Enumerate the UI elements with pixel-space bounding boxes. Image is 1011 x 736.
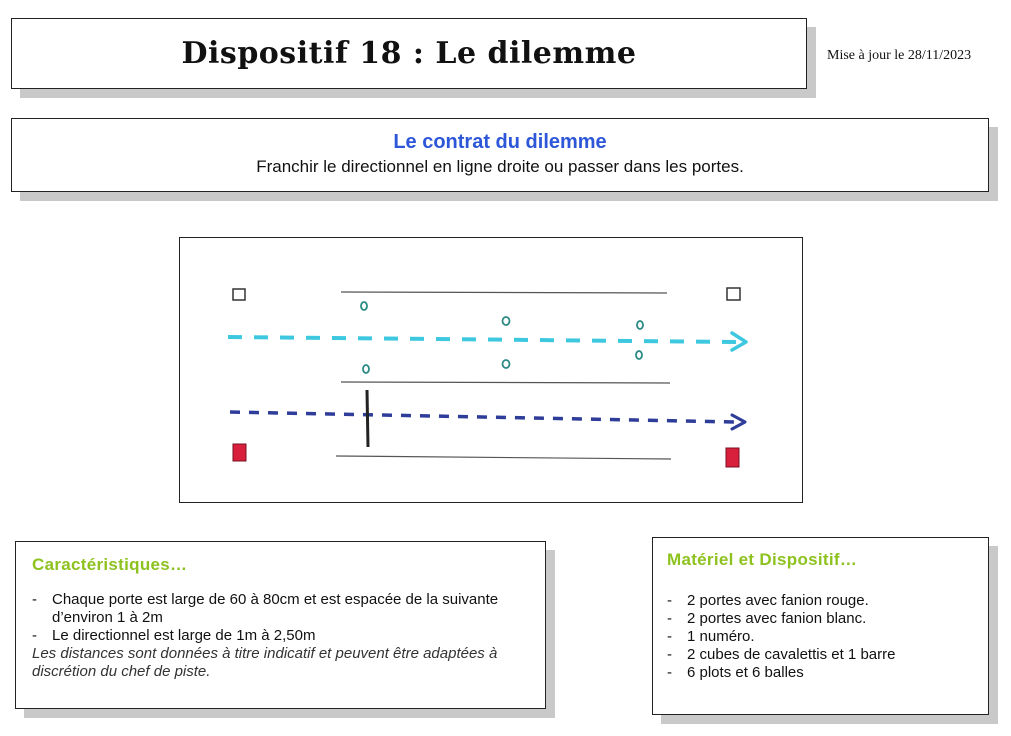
cone-3 xyxy=(503,317,510,325)
list-item: - 6 plots et 6 balles xyxy=(667,664,974,682)
materials-title: Matériel et Dispositif… xyxy=(667,550,858,569)
gate-line-bottom xyxy=(336,456,671,459)
list-item: - Le directionnel est large de 1m à 2,50m xyxy=(32,627,529,645)
characteristics-note: Les distances sont données à titre indicatif et peuvent être adaptées à discrétion du chef de piste. xyxy=(32,645,498,680)
cavaletti-bar xyxy=(367,390,368,447)
list-item: - Chaque porte est large de 60 à 80cm et est espacée de la suivante d’environ 1 à 2m xyxy=(32,591,529,627)
white-flag-left xyxy=(233,289,245,300)
characteristics-box xyxy=(15,541,546,709)
list-item: - 2 cubes de cavalettis et 1 barre xyxy=(667,646,974,664)
gates-path-arrow xyxy=(230,412,736,422)
cone-4 xyxy=(503,360,510,368)
cone-5 xyxy=(637,321,643,329)
red-flag-right xyxy=(726,448,739,467)
list-item: - 1 numéro. xyxy=(667,628,974,646)
gate-line-middle xyxy=(341,382,670,383)
gate-line-top xyxy=(341,292,667,293)
cone-6 xyxy=(636,351,642,359)
red-flag-left xyxy=(233,444,246,461)
gates-path-arrowhead xyxy=(732,415,745,429)
update-date: Mise à jour le 28/11/2023 xyxy=(827,48,972,63)
characteristics-list xyxy=(32,591,529,645)
contract-box xyxy=(11,118,989,192)
materials-list xyxy=(667,592,974,682)
materials-box xyxy=(652,537,989,715)
course-diagram xyxy=(179,237,803,503)
diagram-drawing xyxy=(180,238,802,502)
contract-description: Franchir le directionnel en ligne droite ou passer dans les portes. xyxy=(256,157,744,176)
cone-1 xyxy=(361,302,367,310)
characteristics-title: Caractéristiques… xyxy=(32,555,188,574)
straight-line-arrow xyxy=(228,337,738,342)
list-item: - 2 portes avec fanion rouge. xyxy=(667,592,974,610)
white-flag-right xyxy=(727,288,740,300)
page-title: Dispositif 18 : Le dilemme xyxy=(181,36,637,71)
contract-title: Le contrat du dilemme xyxy=(393,131,607,153)
list-item: - 2 portes avec fanion blanc. xyxy=(667,610,974,628)
cone-2 xyxy=(363,365,369,373)
title-box xyxy=(11,18,807,89)
